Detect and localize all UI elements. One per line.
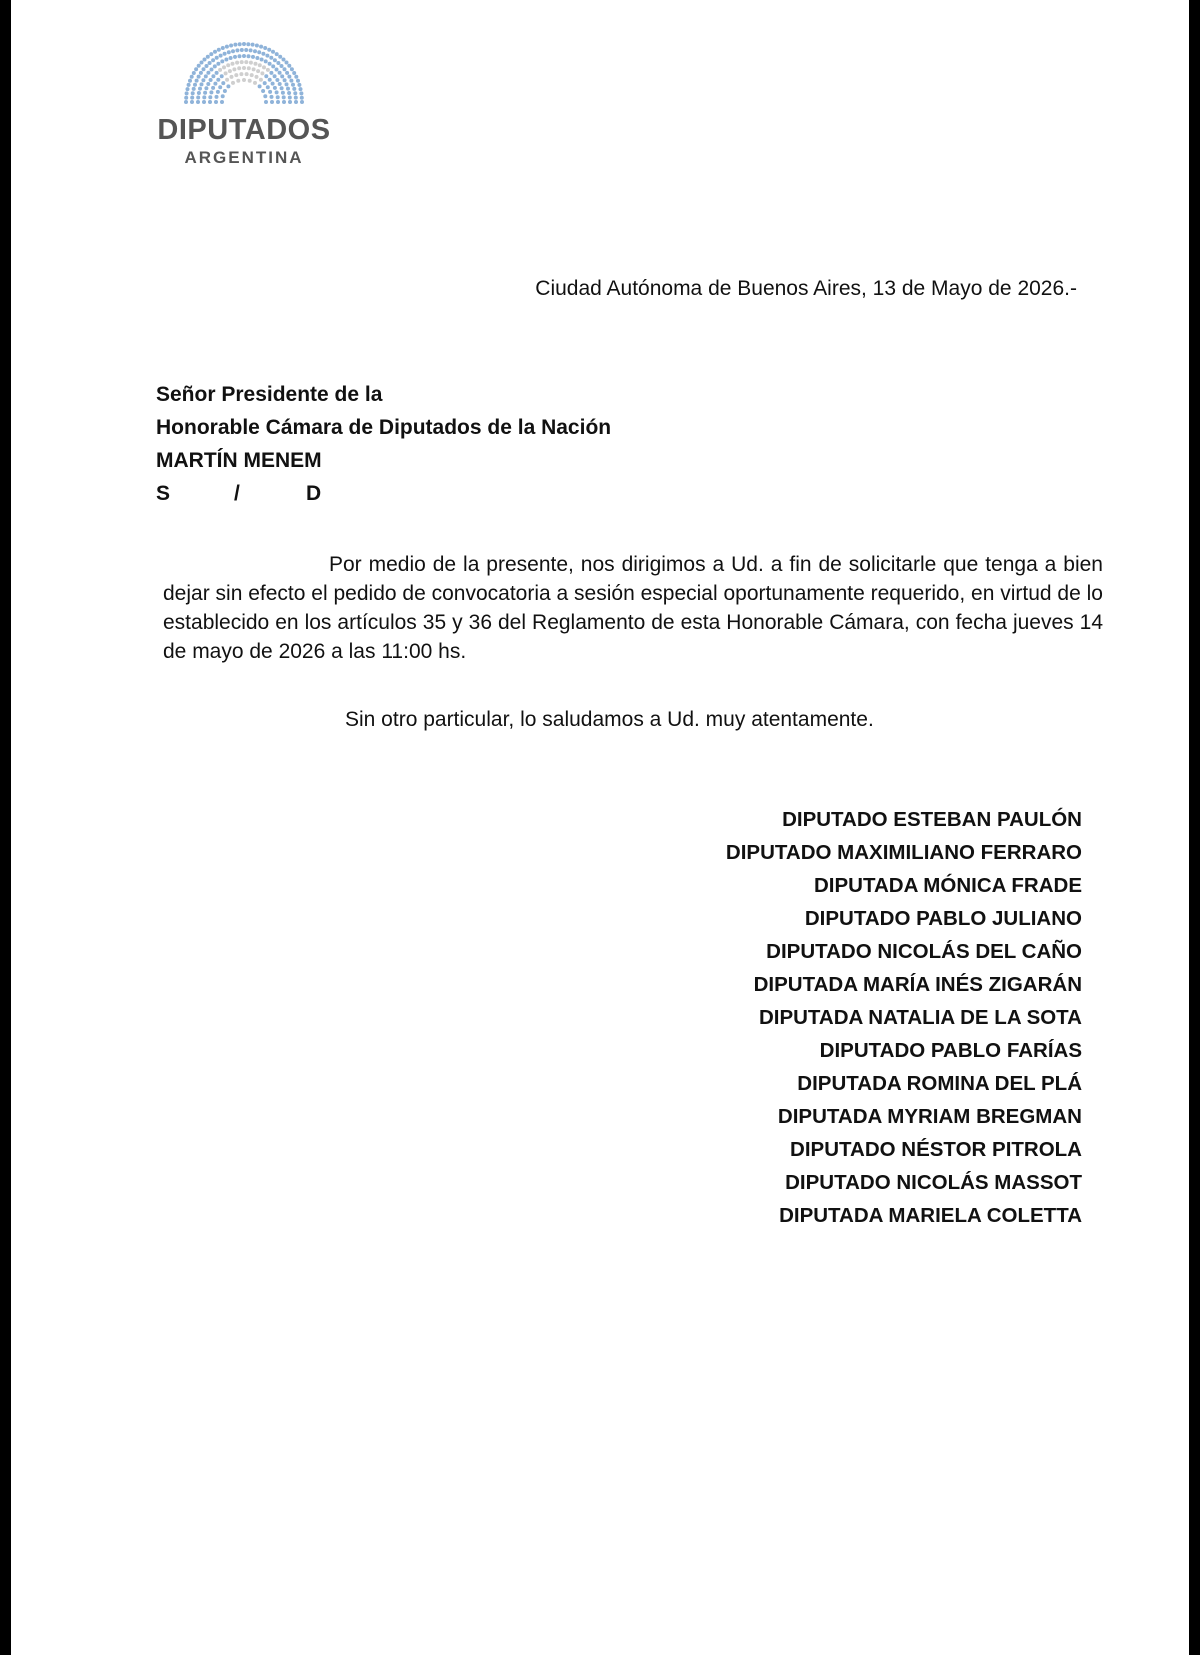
hemicycle-seat-dot	[260, 71, 264, 75]
hemicycle-seat-dot	[214, 100, 218, 104]
hemicycle-seat-dot	[226, 84, 230, 88]
hemicycle-seat-dot	[240, 48, 244, 52]
closing-line: Sin otro particular, lo saludamos a Ud. muy atentamente.	[345, 708, 874, 731]
hemicycle-seat-dot	[270, 95, 274, 99]
hemicycle-seat-dot	[273, 74, 277, 78]
hemicycle-seat-dot	[220, 74, 224, 78]
hemicycle-seat-dot	[233, 43, 237, 47]
hemicycle-seat-dot	[220, 100, 224, 104]
hemicycle-seat-dot	[198, 87, 202, 91]
signatory-name: DIPUTADA MYRIAM BREGMAN	[777, 1105, 1082, 1128]
hemicycle-seat-dot	[219, 54, 223, 58]
signatory-name: DIPUTADO MAXIMILIANO FERRARO	[725, 841, 1082, 864]
hemicycle-seat-dot	[211, 74, 215, 78]
hemicycle-seat-dot	[287, 75, 291, 79]
hemicycle-seat-dot	[263, 46, 267, 50]
signatory-name: DIPUTADO NICOLÁS DEL CAÑO	[766, 940, 1082, 963]
hemicycle-seat-dot	[287, 91, 291, 95]
hemicycle-seat-dot	[294, 96, 298, 100]
hemicycle-seat-dot	[208, 100, 212, 104]
hemicycle-seat-dot	[294, 100, 298, 104]
hemicycle-seat-dot	[203, 58, 207, 62]
hemicycle-seat-dot	[273, 86, 277, 90]
hemicycle-seat-dot	[283, 78, 287, 82]
hemicycle-seat-dot	[270, 100, 274, 104]
hemicycle-seat-dot	[285, 82, 289, 86]
hemicycle-seat-dot	[221, 46, 225, 50]
hemicycle-seat-dot	[271, 64, 275, 68]
signatories-list	[726, 803, 1082, 1232]
hemicycle-seat-dot	[255, 56, 259, 60]
hemicycle-seat-dot	[211, 58, 215, 62]
hemicycle-seat-dot	[255, 75, 259, 79]
hemicycle-seat-dot	[269, 56, 273, 60]
date-line: Ciudad Autónoma de Buenos Aires, 13 de Mayo de 2026.-	[535, 277, 1077, 300]
hemicycle-seat-dot	[280, 86, 284, 90]
hemicycle-seat-dot	[251, 55, 255, 59]
hemicycle-seat-dot	[268, 62, 272, 66]
hemicycle-seat-dot	[229, 56, 233, 60]
hemicycle-seat-dot	[231, 62, 235, 66]
logo-country: ARGENTINA	[184, 148, 304, 167]
hemicycle-seat-dot	[206, 71, 210, 75]
hemicycle-seat-dot	[299, 87, 303, 91]
hemicycle-seat-dot	[237, 66, 241, 70]
hemicycle-seat-dot	[263, 94, 267, 98]
hemicycle-seat-dot	[245, 72, 249, 76]
hemicycle-seat-dot	[210, 68, 214, 72]
hemicycle-seat-dot	[299, 91, 303, 95]
hemicycle-seat-dot	[228, 69, 232, 73]
hemicycle-seat-dot	[218, 68, 222, 72]
signatory-name: DIPUTADO NÉSTOR PITROLA	[790, 1138, 1082, 1161]
hemicycle-seat-dot	[261, 89, 265, 93]
hemicycle-seat-dot	[283, 67, 287, 71]
hemicycle-seat-dot	[290, 67, 294, 71]
hemicycle-seat-dot	[278, 55, 282, 59]
hemicycle-seat-dot	[187, 83, 191, 87]
hemicycle-seat-dot	[223, 52, 227, 56]
addressee-line-2: Honorable Cámara de Diputados de la Nación	[156, 416, 612, 439]
signatory-name: DIPUTADO PABLO JULIANO	[804, 907, 1082, 930]
hemicycle-seat-dot	[265, 54, 269, 58]
hemicycle-seat-dot	[250, 73, 254, 77]
addressee-block	[156, 378, 611, 510]
hemicycle-seat-dot	[192, 87, 196, 91]
hemicycle-seat-dot	[282, 95, 286, 99]
hemicycle-seat-dot	[247, 54, 251, 58]
hemicycle-seat-dot	[264, 100, 268, 104]
hemicycle-seat-dot	[263, 81, 267, 85]
hemicycle-seat-dot	[276, 95, 280, 99]
hemicycle-icon	[182, 38, 306, 106]
hemicycle-seat-dot	[225, 78, 229, 82]
hemicycle-seat-dot	[201, 78, 205, 82]
hemicycle-seat-dot	[211, 86, 215, 90]
hemicycle-seat-dot	[193, 83, 197, 87]
hemicycle-seat-dot	[260, 58, 264, 62]
hemicycle-seat-dot	[255, 44, 259, 48]
hemicycle-seat-dot	[287, 64, 291, 68]
hemicycle-seat-dot	[197, 64, 201, 68]
hemicycle-seat-dot	[253, 49, 257, 53]
hemicycle-seat-dot	[223, 89, 227, 93]
hemicycle-seat-dot	[215, 56, 219, 60]
hemicycle-seat-dot	[242, 78, 246, 82]
hemicycle-seat-dot	[264, 59, 268, 63]
hemicycle-seat-dot	[242, 54, 246, 58]
logo-name: DIPUTADOS	[157, 114, 331, 146]
hemicycle-seat-dot	[199, 71, 203, 75]
hemicycle-seat-dot	[297, 83, 301, 87]
hemicycle-seat-dot	[190, 100, 194, 104]
hemicycle-seat-dot	[248, 79, 252, 83]
hemicycle-seat-dot	[259, 78, 263, 82]
hemicycle-seat-dot	[206, 55, 210, 59]
diputados-logo	[154, 38, 334, 168]
hemicycle-seat-dot	[285, 61, 289, 65]
body-paragraph: Por medio de la presente, nos dirigimos a Ud. a fin de solicitarle que tenga a bien dejar sin efecto el pedido de convocatoria a sesión especial oportunamente requerido, en virtud de lo establecido en los artículos 35 y 36 del Reglamento de esta Honorable Cámara, con fecha jueves 14 de mayo de 2026 a las 11:00 hs.	[163, 553, 1103, 663]
hemicycle-seat-dot	[292, 71, 296, 75]
hemicycle-seat-dot	[240, 60, 244, 64]
sd-slash: /	[234, 482, 240, 505]
hemicycle-seat-dot	[276, 61, 280, 65]
hemicycle-seat-dot	[204, 74, 208, 78]
hemicycle-seat-dot	[215, 95, 219, 99]
hemicycle-seat-dot	[204, 86, 208, 90]
hemicycle-seat-dot	[227, 50, 231, 54]
hemicycle-seat-dot	[249, 48, 253, 52]
hemicycle-seat-dot	[232, 67, 236, 71]
hemicycle-seat-dot	[217, 48, 221, 52]
hemicycle-seat-dot	[234, 73, 238, 77]
hemicycle-seat-dot	[275, 52, 279, 56]
hemicycle-seat-dot	[185, 91, 189, 95]
hemicycle-seat-dot	[267, 48, 271, 52]
hemicycle-seat-dot	[238, 42, 242, 46]
hemicycle-seat-dot	[275, 68, 279, 72]
hemicycle-seat-dot	[285, 71, 289, 75]
hemicycle-seat-dot	[280, 64, 284, 68]
document-page	[11, 0, 1189, 1655]
hemicycle-seat-dot	[280, 74, 284, 78]
hemicycle-seat-dot	[242, 42, 246, 46]
hemicycle-seat-dot	[205, 64, 209, 68]
hemicycle-seat-dot	[271, 82, 275, 86]
hemicycle-seat-dot	[235, 48, 239, 52]
hemicycle-seat-dot	[259, 45, 263, 49]
hemicycle-seat-dot	[222, 65, 226, 69]
hemicycle-seat-dot	[258, 84, 262, 88]
hemicycle-seat-dot	[275, 78, 279, 82]
hemicycle-seat-dot	[273, 58, 277, 62]
hemicycle-seat-dot	[246, 42, 250, 46]
hemicycle-seat-dot	[216, 62, 220, 66]
hemicycle-seat-dot	[282, 100, 286, 104]
hemicycle-seat-dot	[253, 81, 257, 85]
hemicycle-seat-dot	[226, 63, 230, 67]
hemicycle-seat-dot	[197, 91, 201, 95]
sd-d: D	[306, 482, 322, 505]
hemicycle-seat-dot	[215, 71, 219, 75]
sd-s: S	[156, 482, 171, 505]
hemicycle-seat-dot	[242, 66, 246, 70]
hemicycle-seat-dot	[251, 43, 255, 47]
hemicycle-seat-dot	[184, 100, 188, 104]
addressee-line-3: MARTÍN MENEM	[156, 449, 322, 472]
hemicycle-seat-dot	[225, 45, 229, 49]
hemicycle-seat-dot	[269, 71, 273, 75]
hemicycle-seat-dot	[300, 100, 304, 104]
hemicycle-seat-dot	[224, 58, 228, 62]
signatory-name: DIPUTADA ROMINA DEL PLÁ	[797, 1072, 1082, 1095]
hemicycle-seat-dot	[200, 82, 204, 86]
hemicycle-seat-dot	[213, 82, 217, 86]
hemicycle-seat-dot	[186, 87, 190, 91]
hemicycle-seat-dot	[268, 90, 272, 94]
hemicycle-seat-dot	[200, 61, 204, 65]
hemicycle-seat-dot	[247, 66, 251, 70]
hemicycle-seat-dot	[221, 81, 225, 85]
hemicycle-seat-dot	[224, 71, 228, 75]
hemicycle-seat-dot	[292, 87, 296, 91]
hemicycle-seat-dot	[192, 71, 196, 75]
hemicycle-seat-dot	[288, 100, 292, 104]
hemicycle-seat-dot	[209, 78, 213, 82]
hemicycle-seat-dot	[294, 75, 298, 79]
hemicycle-seat-dot	[229, 44, 233, 48]
hemicycle-seat-dot	[252, 67, 256, 71]
hemicycle-seat-dot	[216, 78, 220, 82]
hemicycle-seat-dot	[216, 90, 220, 94]
hemicycle-seat-dot	[282, 58, 286, 62]
hemicycle-seat-dot	[202, 95, 206, 99]
hemicycle-seat-dot	[209, 52, 213, 56]
hemicycle-seat-dot	[249, 61, 253, 65]
hemicycle-seat-dot	[184, 96, 188, 100]
signatory-name: DIPUTADA MARIELA COLETTA	[779, 1204, 1082, 1227]
hemicycle-seat-dot	[202, 100, 206, 104]
hemicycle-seat-dot	[257, 50, 261, 54]
hemicycle-seat-dot	[275, 90, 279, 94]
hemicycle-seat-dot	[244, 48, 248, 52]
hemicycle-seat-dot	[233, 55, 237, 59]
signatory-name: DIPUTADO PABLO FARÍAS	[819, 1039, 1082, 1062]
hemicycle-seat-dot	[206, 82, 210, 86]
hemicycle-seat-dot	[196, 100, 200, 104]
hemicycle-seat-dot	[230, 75, 234, 79]
hemicycle-seat-dot	[208, 95, 212, 99]
hemicycle-seat-dot	[278, 71, 282, 75]
hemicycle-seat-dot	[213, 64, 217, 68]
hemicycle-seat-dot	[239, 72, 243, 76]
hemicycle-seat-dot	[264, 74, 268, 78]
hemicycle-seat-dot	[236, 79, 240, 83]
hemicycle-seat-dot	[291, 83, 295, 87]
hemicycle-seat-dot	[266, 85, 270, 89]
hemicycle-seat-dot	[231, 49, 235, 53]
hemicycle-seat-dot	[288, 96, 292, 100]
hemicycle-seat-dot	[281, 91, 285, 95]
hemicycle-seat-dot	[266, 68, 270, 72]
signatory-name: DIPUTADO ESTEBAN PAULÓN	[782, 808, 1082, 831]
hemicycle-seat-dot	[197, 75, 201, 79]
hemicycle-seat-dot	[208, 61, 212, 65]
hemicycle-seat-dot	[296, 79, 300, 83]
hemicycle-seat-dot	[203, 91, 207, 95]
hemicycle-seat-dot	[202, 67, 206, 71]
hemicycle-seat-dot	[209, 90, 213, 94]
hemicycle-seat-dot	[276, 100, 280, 104]
signatory-name: DIPUTADO NICOLÁS MASSOT	[785, 1171, 1082, 1194]
hemicycle-seat-dot	[218, 85, 222, 89]
hemicycle-seat-dot	[271, 50, 275, 54]
signatory-name: DIPUTADA MÓNICA FRADE	[813, 874, 1082, 897]
hemicycle-seat-dot	[213, 50, 217, 54]
hemicycle-seat-dot	[220, 59, 224, 63]
hemicycle-seat-dot	[256, 69, 260, 73]
sd-line	[156, 477, 611, 510]
hemicycle-seat-dot	[191, 91, 195, 95]
hemicycle-seat-dot	[268, 78, 272, 82]
hemicycle-seat-dot	[289, 79, 293, 83]
hemicycle-seat-dot	[293, 91, 297, 95]
hemicycle-seat-dot	[254, 62, 258, 66]
hemicycle-seat-dot	[286, 87, 290, 91]
hemicycle-seat-dot	[221, 94, 225, 98]
hemicycle-seat-dot	[188, 79, 192, 83]
hemicycle-seat-dot	[262, 65, 266, 69]
hemicycle-seat-dot	[238, 54, 242, 58]
hemicycle-seat-dot	[194, 67, 198, 71]
hemicycle-seat-dot	[195, 79, 199, 83]
hemicycle-seat-dot	[278, 82, 282, 86]
hemicycle-seat-dot	[190, 75, 194, 79]
hemicycle-seat-dot	[300, 96, 304, 100]
signatory-name: DIPUTADA NATALIA DE LA SOTA	[758, 1006, 1082, 1029]
hemicycle-seat-dot	[196, 96, 200, 100]
signatory-name: DIPUTADA MARÍA INÉS ZIGARÁN	[753, 973, 1082, 996]
hemicycle-seat-dot	[190, 96, 194, 100]
addressee-line-1: Señor Presidente de la	[156, 383, 383, 406]
hemicycle-seat-dot	[235, 61, 239, 65]
hemicycle-seat-dot	[231, 81, 235, 85]
hemicycle-seat-dot	[258, 63, 262, 67]
hemicycle-seat-dot	[244, 60, 248, 64]
hemicycle-seat-dot	[261, 52, 265, 56]
